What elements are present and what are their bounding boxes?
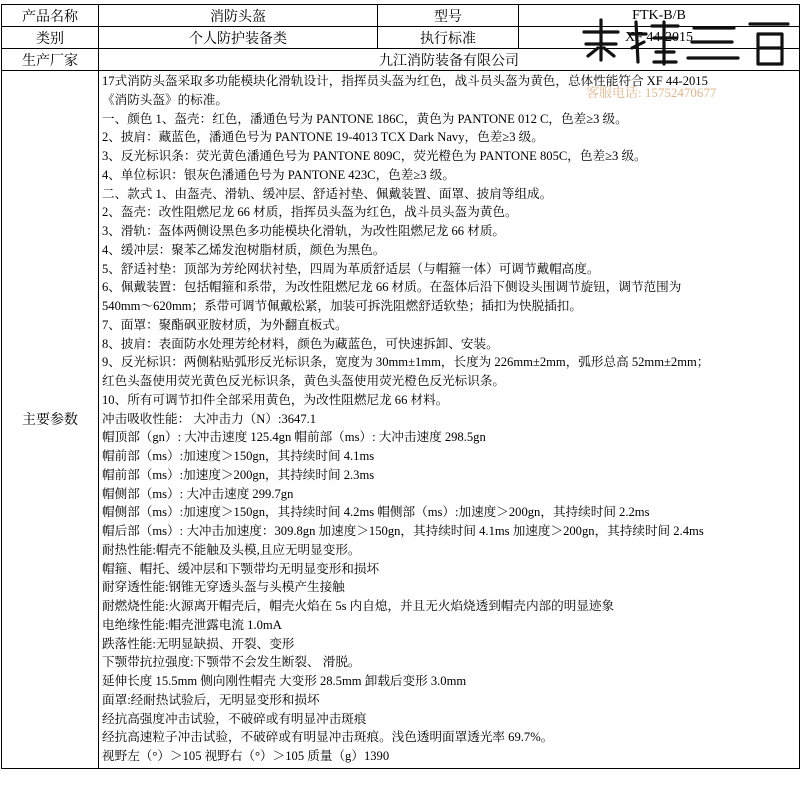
row-product-name [2,5,800,27]
param-line: 电绝缘性能:帽壳泄露电流 1.0mA [102,617,282,632]
manufacturer-value: 九江消防装备有限公司 [99,49,800,71]
param-line: 9、反光标识：两侧粘贴弧形反光标识条，宽度为 30mm±1mm，长度为 226mm±2mm，弧形总高 52mm±2mm； [102,355,710,370]
standard-label: 执行标准 [378,27,519,49]
params-lines [102,72,796,766]
param-line: 耐热性能:帽壳不能触及头模,且应无明显变形。 [102,542,361,557]
category-value: 个人防护装备类 [99,27,378,49]
main-params-body [99,71,800,769]
row-category [2,27,800,49]
param-line: 10、所有可调节扣件全部采用黄色，为改性阻燃尼龙 66 材料。 [102,392,449,407]
param-line: 5、舒适衬垫：顶部为芳纶网状衬垫，四周为革质舒适层（与帽箍一体）可调节戴帽高度。 [102,261,600,276]
param-line: 17式消防头盔采取多功能模块化滑轨设计，指挥员头盔为红色，战斗员头盔为黄色，总体性能符合 XF 44-2015 [102,74,708,88]
param-line: 跌落性能:无明显缺损、开裂、变形 [102,636,295,651]
param-line: 帽后部（ms）: 大冲击加速度：309.8gn 加速度＞150gn，其持续时间 4.1ms 加速度＞200gn，其持续时间 2.4ms [102,524,704,538]
manufacturer-label: 生产厂家 [2,49,99,71]
param-line: 3、滑轨：盔体两侧设黑色多功能模块化滑轨，为改性阻燃尼龙 66 材质。 [102,224,505,238]
param-line: 下颚带抗拉强度:下颚带不会发生断裂、 滑脱。 [102,655,361,670]
category-label: 类别 [2,27,99,49]
watermark-text: 客服电话: 15752470677 [586,85,717,100]
param-line: 7、面罩：聚酯砜亚胺材质，为外翻直板式。 [102,317,348,332]
param-line: 经抗高强度冲击试验，不破碎或有明显冲击斑痕 [102,711,367,726]
param-line: 帽前部（ms）:加速度＞200gn，其持续时间 2.3ms [102,467,375,482]
param-line: 面罩:经耐热试验后，无明显变形和损坏 [102,692,320,707]
param-line: 冲击吸收性能： 大冲击力（N）:3647.1 [102,411,317,426]
param-line: 4、缓冲层：聚苯乙烯发泡树脂材质，颜色为黑色。 [102,242,386,257]
row-main-params [2,71,800,769]
main-params-label: 主要参数 [2,71,99,769]
param-line: 8、披肩：表面防水处理芳纶材料，颜色为藏蓝色，可快速拆卸、安装。 [102,336,499,351]
param-line: 帽侧部（ms）: 大冲击速度 299.7gn [102,486,294,501]
param-line: 耐穿透性能:钢锥无穿透头盔与头模产生接触 [102,580,345,595]
spec-table [1,4,800,769]
param-line: 帽顶部（gn）: 大冲击速度 125.4gn 帽前部（ms）: 大冲击速度 298.5gn [102,430,486,445]
model-label: 型号 [378,5,519,27]
param-line: 耐燃烧性能:火源离开帽壳后，帽壳火焰在 5s 内自熄，并且无火焰烧透到帽壳内部的明显迹象 [102,599,615,613]
param-line: 540mm～620mm；系带可调节佩戴松紧，加装可拆洗阻燃舒适软垫；插扣为快脱插扣。 [102,299,582,313]
param-line: 3、反光标识条：荧光黄色潘通色号为 PANTONE 809C，荧光橙色为 PANTONE 805C，色差≥3 级。 [102,149,647,163]
param-line: 延伸长度 15.5mm 侧向刚性帽壳 大变形 28.5mm 卸载后变形 3.0mm [102,674,467,688]
param-line: 4、单位标识：银灰色潘通色号为 PANTONE 423C，色差≥3 级。 [102,167,455,182]
param-line: 二、款式 1、由盔壳、滑轨、缓冲层、舒适衬垫、佩戴装置、面罩、披肩等组成。 [102,186,553,201]
model-value: FTK-B/B [519,5,800,27]
param-line: 帽箍、帽托、缓冲层和下颚带均无明显变形和损坏 [102,561,380,576]
param-line: 6、佩戴装置：包括帽箍和系带，为改性阻燃尼龙 66 材质。在盔体后沿下侧设头围调节旋钮，调节范围为 [102,280,682,295]
param-line: 经抗高速粒子冲击试验，不破碎或有明显冲击斑痕。浅色透明面罩透光率 69.7%。 [102,730,554,745]
product-name-label: 产品名称 [2,5,99,27]
param-line: 视野左（°）＞105 视野右（°）＞105 质量（g）1390 [102,749,390,763]
param-line: 2、盔壳：改性阻燃尼龙 66 材质，指挥员头盔为红色，战斗员头盔为黄色。 [102,205,518,220]
product-name-value: 消防头盔 [99,5,378,27]
param-line: 帽侧部（ms）:加速度＞150gn，其持续时间 4.2ms 帽侧部（ms）:加速度＞200gn，其持续时间 2.2ms [102,505,650,520]
param-line: 一、颜色 1、盔壳：红色，潘通色号为 PANTONE 186C，黄色为 PANTONE 012 C，色差≥3 级。 [102,111,628,126]
param-line: 帽前部（ms）:加速度＞150gn，其持续时间 4.1ms [102,449,375,463]
param-line: 2、披肩：藏蓝色，潘通色号为 PANTONE 19-4013 TCX Dark Navy，色差≥3 级。 [102,130,544,145]
param-line: 红色头盔使用荧光黄色反光标识条，黄色头盔使用荧光橙色反光标识条。 [102,374,505,388]
standard-value: XF 44-2015 [519,27,800,49]
row-manufacturer [2,49,800,71]
param-line: 《消防头盔》的标准。 [102,92,228,107]
